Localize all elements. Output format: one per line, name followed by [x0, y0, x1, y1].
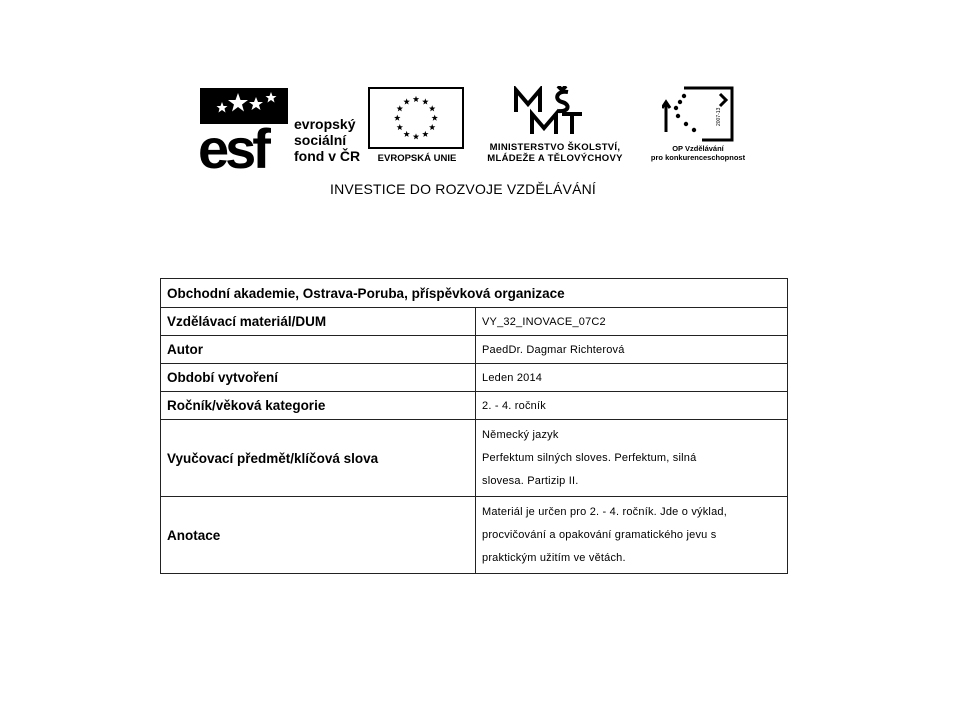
msmt-label [470, 142, 640, 164]
info-table [160, 278, 788, 574]
esf-mark-icon [198, 88, 290, 170]
row-value: VY_32_INOVACE_07C2 [476, 308, 788, 336]
eu-star-icon [432, 115, 438, 121]
row-label: Ročník/věková kategorie [161, 392, 476, 420]
msmt-mark-icon [512, 86, 598, 136]
eu-star-icon [429, 124, 435, 130]
eu-star-icon [403, 98, 409, 104]
row-label: Autor [161, 336, 476, 364]
eu-star-icon [429, 105, 435, 111]
op-logo [648, 84, 748, 174]
table-row [161, 392, 788, 420]
table-header-row [161, 279, 788, 308]
eu-logo [368, 87, 466, 169]
esf-text [294, 116, 360, 164]
eu-star-icon [403, 131, 409, 137]
eu-star-icon [413, 96, 419, 102]
logo-band [0, 0, 960, 210]
row-value: 2. - 4. ročník [476, 392, 788, 420]
row-value-line: praktickým užitím ve větách. [482, 551, 626, 564]
table-row [161, 420, 788, 497]
row-value-line: Perfektum silných sloves. Perfektum, silná [482, 451, 697, 464]
op-label [648, 144, 748, 162]
esf-line-3: fond v ČR [294, 148, 361, 164]
msmt-label-line-2: MLÁDEŽE A TĚLOVÝCHOVY [487, 153, 623, 164]
row-label: Anotace [161, 497, 476, 574]
table-row [161, 308, 788, 336]
eu-stars-icon [368, 87, 464, 149]
table-row [161, 364, 788, 392]
table-row [161, 497, 788, 574]
eu-star-icon [422, 131, 428, 137]
op-label-line-1: OP Vzdělávání [672, 144, 724, 153]
eu-label: EVROPSKÁ UNIE [377, 153, 457, 164]
row-value-line: procvičování a opakování gramatického jevu s [482, 528, 717, 541]
eu-star-icon [397, 105, 403, 111]
row-value-line: Německý jazyk [482, 428, 559, 441]
msmt-logo [470, 86, 640, 172]
esf-logo [198, 88, 361, 170]
school-name: Obchodní akademie, Ostrava-Poruba, příspěvková organizace [161, 279, 788, 308]
eu-star-icon [394, 115, 400, 121]
eu-star-icon [397, 124, 403, 130]
row-value-line: Materiál je určen pro 2. - 4. ročník. Jde o výklad, [482, 505, 727, 518]
tagline: INVESTICE DO ROZVOJE VZDĚLÁVÁNÍ [330, 181, 597, 197]
row-label: Vyučovací předmět/klíčová slova [161, 420, 476, 497]
esf-line-1: evropský [294, 116, 356, 132]
eu-star-icon [413, 133, 419, 139]
msmt-label-line-1: MINISTERSTVO ŠKOLSTVÍ, [489, 142, 621, 153]
svg-text:esf: esf [198, 117, 267, 170]
esf-line-2: sociální [294, 132, 347, 148]
row-value [476, 420, 788, 497]
row-label: Období vytvoření [161, 364, 476, 392]
op-mark-icon [662, 84, 736, 142]
svg-text:2007-13: 2007-13 [716, 107, 722, 126]
eu-star-icon [422, 98, 428, 104]
row-value [476, 497, 788, 574]
row-value: Leden 2014 [476, 364, 788, 392]
row-value: PaedDr. Dagmar Richterová [476, 336, 788, 364]
row-label: Vzdělávací materiál/DUM [161, 308, 476, 336]
table-row [161, 336, 788, 364]
op-label-line-2: pro konkurenceschopnost [650, 153, 746, 162]
row-value-line: slovesa. Partizip II. [482, 474, 579, 487]
